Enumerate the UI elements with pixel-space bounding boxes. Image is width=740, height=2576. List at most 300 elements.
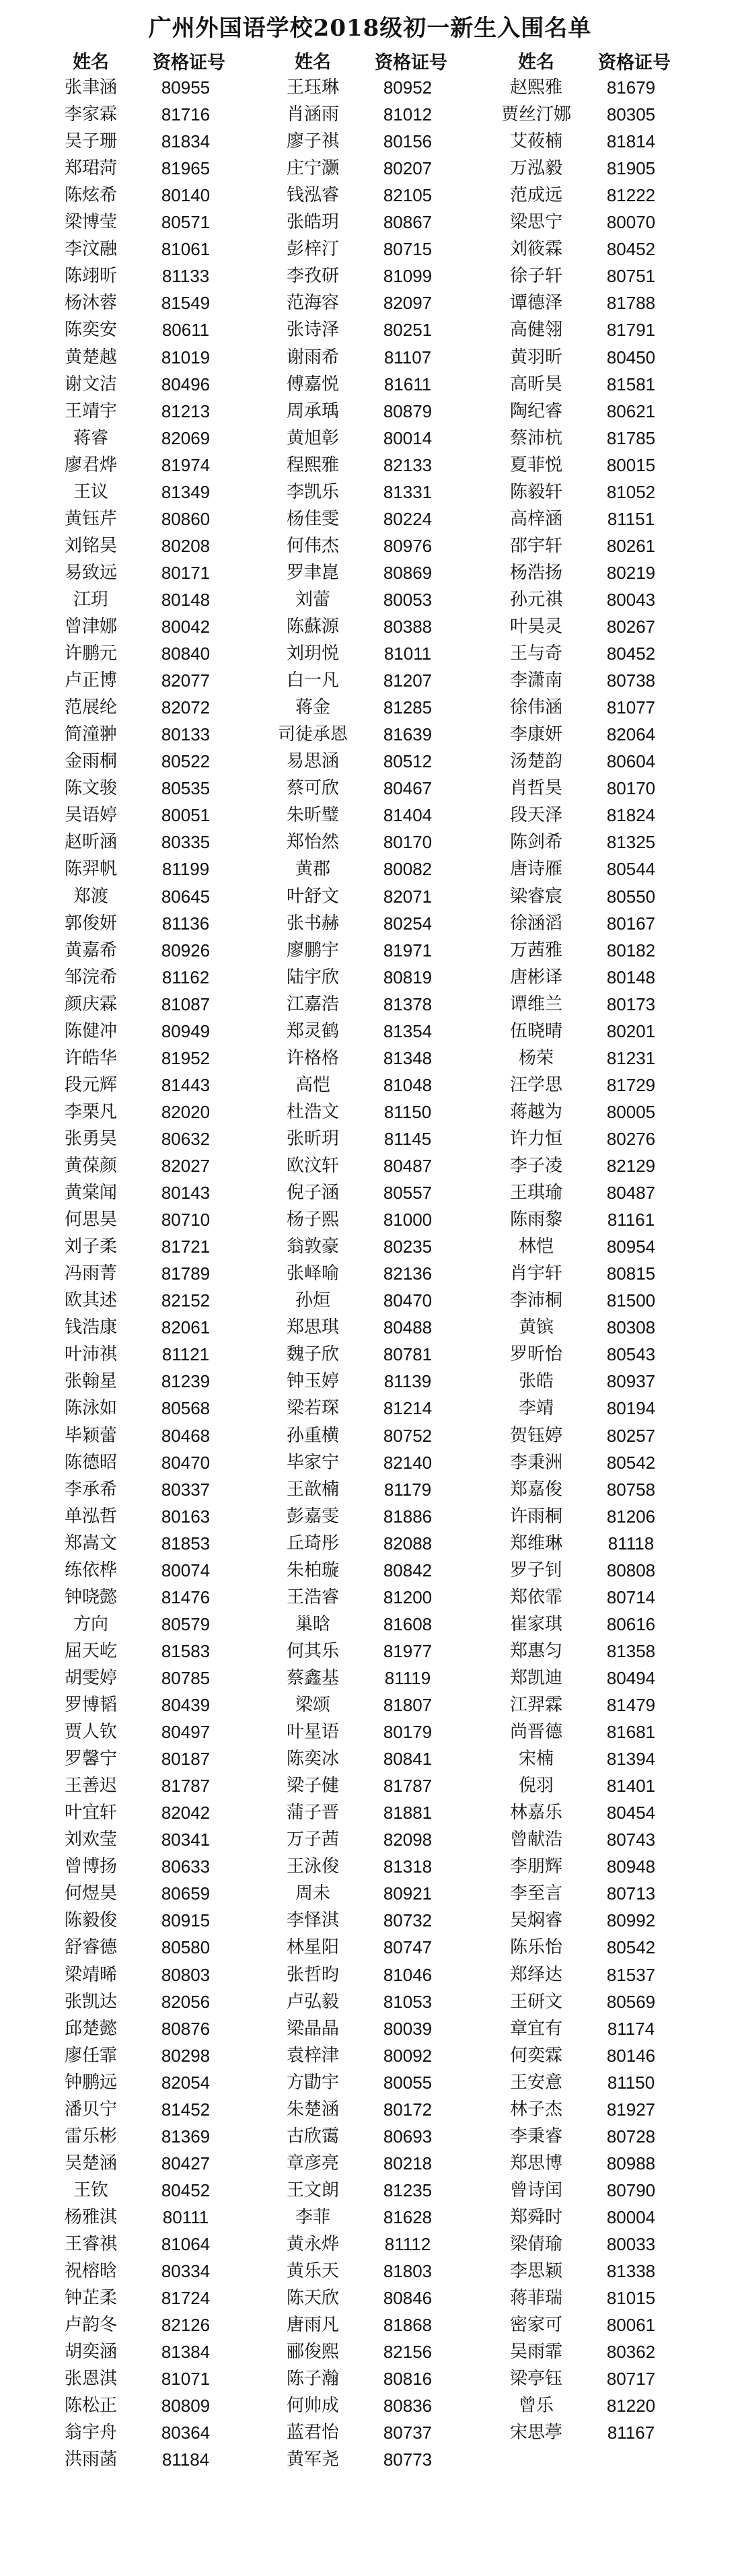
student-name: 王琪瑜 [509,1183,562,1204]
student-name: 高昕昊 [509,374,562,394]
student-name: 王靖宇 [64,401,117,421]
student-name: 李汶融 [64,239,117,260]
student-name: 黄葆颜 [64,1156,117,1176]
student-name: 金雨桐 [64,751,117,772]
qualification-number: 80738 [606,670,656,691]
qualification-number: 80743 [606,1830,656,1850]
qualification-number: 80860 [161,508,211,529]
student-name: 王泳俊 [286,1856,339,1877]
qualification-number: 80450 [606,347,656,368]
student-name: 邱楚懿 [64,2018,117,2039]
qualification-number: 81349 [161,481,211,502]
student-name: 梁博莹 [64,212,117,233]
qualification-number: 81077 [606,697,656,718]
student-name: 黄钰芹 [64,508,117,529]
student-name: 崔家琪 [509,1613,562,1634]
student-name: 段天泽 [509,805,562,826]
qualification-number: 81200 [383,1587,433,1607]
qualification-number: 80846 [383,2288,433,2309]
student-name: 黄永烨 [286,2234,339,2254]
qualification-number: 80732 [383,1910,433,1931]
qualification-number: 80182 [606,940,656,961]
qualification-number: 80715 [383,239,433,260]
student-name: 张哲昀 [286,1964,339,1985]
student-name: 梁思宁 [509,212,562,233]
student-name: 钱泓睿 [286,185,339,206]
qualification-number: 82061 [161,1317,211,1338]
qualification-number: 80061 [606,2315,656,2336]
student-name: 陈毅俊 [64,1910,117,1931]
student-name: 张书赫 [286,913,339,934]
student-name: 王与奇 [509,643,562,664]
qualification-number: 80452 [161,2180,211,2200]
qualification-number: 81369 [161,2126,211,2147]
qualification-number: 81325 [606,832,656,853]
student-name: 郑珺菏 [64,158,117,179]
student-name: 艾莜楠 [509,131,562,152]
student-name: 张恩淇 [64,2369,117,2390]
student-name: 刘欢莹 [64,1830,117,1850]
qualification-number: 81019 [161,347,211,368]
qualification-number: 80633 [161,1856,211,1877]
column-header-id: 资格证号 [153,53,225,73]
qualification-number: 80187 [161,1749,211,1770]
student-name: 翁敦豪 [286,1237,339,1257]
student-name: 卢韵冬 [64,2315,117,2336]
student-name: 梁晶晶 [286,2018,339,2039]
qualification-number: 81206 [606,1506,656,1527]
student-name: 王安意 [509,2072,562,2093]
student-name: 罗子钊 [509,1560,562,1580]
qualification-number: 80659 [161,1883,211,1904]
student-name: 雷乐彬 [64,2126,117,2147]
qualification-number: 80785 [161,1667,211,1688]
student-name: 郑惠匀 [509,1640,562,1661]
student-name: 唐彬译 [509,967,562,987]
student-name: 林星阳 [286,1937,339,1958]
student-name: 陈德昭 [64,1452,117,1473]
qualification-number: 81087 [161,994,211,1014]
student-name: 廖鹏宇 [286,940,339,961]
student-name: 毕颖蕾 [64,1425,117,1446]
qualification-number: 80173 [606,994,656,1014]
qualification-number: 81789 [161,1263,211,1284]
student-name: 徐伟涵 [509,697,562,718]
student-name: 许力恒 [509,1128,562,1149]
student-name: 钱浩康 [64,1317,117,1338]
qualification-number: 81404 [383,805,433,826]
student-name: 陈剑希 [509,832,562,853]
qualification-number: 80439 [161,1695,211,1715]
qualification-number: 82064 [606,724,656,745]
student-name: 古欣霭 [286,2126,339,2147]
qualification-number: 80693 [383,2126,433,2147]
student-name: 彭梓汀 [286,239,339,260]
qualification-number: 81099 [383,266,433,287]
qualification-number: 81107 [383,347,432,368]
student-name: 巢晗 [295,1613,330,1634]
column-header-name: 姓名 [518,52,554,73]
student-name: 李凯乐 [286,481,339,502]
student-name: 庄宁灏 [286,158,339,179]
qualification-number: 81214 [383,1398,433,1419]
student-name: 王歆楠 [286,1479,339,1500]
student-name: 郑绎达 [509,1964,562,1985]
student-name: 陈翊昕 [64,266,117,287]
student-name: 倪羽 [518,1776,554,1797]
qualification-number: 80470 [161,1452,211,1473]
qualification-number: 81053 [383,1991,433,2012]
student-name: 罗馨宁 [64,1749,117,1770]
qualification-number: 80790 [606,2180,656,2200]
qualification-number: 81724 [161,2288,211,2309]
student-name: 钟芷柔 [64,2288,117,2309]
qualification-number: 82126 [161,2315,211,2336]
qualification-number: 81785 [606,427,656,448]
student-name: 陈奕安 [64,320,117,341]
student-name: 李栗凡 [64,1101,117,1122]
qualification-number: 80915 [161,1910,211,1931]
qualification-number: 80082 [383,859,433,880]
student-name: 陈雨黎 [509,1210,562,1230]
qualification-number: 80714 [606,1587,656,1607]
qualification-number: 81338 [606,2261,656,2282]
student-name: 黄羽昕 [509,347,562,368]
qualification-number: 81807 [383,1695,433,1715]
qualification-number: 80170 [383,832,433,853]
qualification-number: 80937 [606,1371,656,1392]
student-name: 谭维兰 [509,994,562,1014]
student-name: 曾乐 [518,2396,554,2416]
qualification-number: 80992 [606,1910,656,1931]
qualification-number: 81064 [161,2234,211,2254]
qualification-number: 80092 [383,2045,433,2066]
qualification-number: 80276 [606,1128,656,1149]
student-name: 廖任霏 [64,2045,117,2066]
student-name: 蓝君怡 [286,2423,339,2443]
qualification-number: 82072 [161,697,211,718]
qualification-number: 80341 [161,1830,211,1850]
student-name: 白一凡 [286,670,339,691]
student-name: 许格格 [286,1047,339,1068]
student-name: 何帅成 [286,2396,339,2416]
student-name: 颜庆霖 [64,994,117,1014]
student-name: 郑舜时 [509,2206,562,2227]
qualification-number: 81015 [606,2288,656,2309]
qualification-number: 81716 [161,104,211,125]
student-name: 陶纪睿 [509,401,562,421]
student-name: 杨荣 [518,1047,554,1068]
student-name: 梁颂 [295,1695,330,1715]
qualification-number: 80261 [606,535,656,556]
student-name: 刘蕾 [295,589,330,610]
student-name: 陈蘇源 [286,617,339,637]
student-name: 黄楚越 [64,347,117,368]
student-name: 梁亭钰 [509,2369,562,2390]
student-name: 倪子涵 [286,1183,339,1204]
student-name: 陆宇欣 [286,967,339,987]
qualification-number: 81721 [161,1237,211,1257]
student-name: 万泓毅 [509,158,562,179]
document-title: 广州外国语学校2018级初一新生入围名单 [148,15,592,42]
qualification-number: 82156 [383,2342,433,2363]
student-name: 朱柏璇 [286,1560,339,1580]
student-name: 郑思琪 [286,1317,339,1338]
qualification-number: 81787 [161,1776,211,1797]
qualification-number: 80251 [383,320,433,341]
qualification-number: 80494 [606,1667,656,1688]
student-name: 梁倩瑜 [509,2234,562,2254]
student-name: 冯雨菁 [64,1263,117,1284]
student-name: 李怿淇 [286,1910,339,1931]
student-name: 张聿涵 [64,77,117,98]
student-name: 黄镔 [518,1317,554,1338]
qualification-number: 80163 [161,1506,211,1527]
qualification-number: 82097 [383,293,433,314]
qualification-number: 81394 [606,1749,656,1770]
student-name: 刘筱霖 [509,239,562,260]
student-name: 朱楚涵 [286,2099,339,2120]
qualification-number: 82056 [161,1991,211,2012]
student-name: 李子凌 [509,1156,562,1176]
student-name: 汪学思 [509,1074,562,1095]
qualification-number: 81136 [161,913,210,934]
student-name: 蒋睿 [73,427,108,448]
qualification-number: 80867 [383,212,433,233]
student-name: 屈天屹 [64,1640,117,1661]
qualification-number: 81121 [161,1344,210,1365]
student-name: 张皓 [518,1371,554,1392]
qualification-number: 80267 [606,617,656,637]
qualification-number: 80074 [161,1560,211,1580]
student-name: 陈文骏 [64,778,117,799]
student-name: 吴焖睿 [509,1910,562,1931]
qualification-number: 80033 [606,2234,656,2254]
student-name: 郑灵鹤 [286,1020,339,1041]
student-name: 林子杰 [509,2099,562,2120]
qualification-number: 81118 [607,1533,655,1554]
student-name: 梁靖晞 [64,1964,117,1985]
student-name: 密家可 [509,2315,562,2336]
student-name: 何伟杰 [286,535,339,556]
qualification-number: 80569 [606,1991,656,2012]
qualification-number: 81231 [606,1047,656,1068]
qualification-number: 81886 [383,1506,433,1527]
qualification-number: 81162 [161,967,210,987]
qualification-number: 81161 [607,1210,655,1230]
qualification-number: 80172 [383,2099,433,2120]
qualification-number: 80335 [161,832,211,853]
qualification-number: 81354 [383,1020,433,1041]
student-name: 宋思葶 [509,2423,562,2443]
student-name: 李沛桐 [509,1290,562,1311]
student-name: 程熙雅 [286,454,339,475]
qualification-number: 80758 [606,1479,656,1500]
student-name: 江玥 [73,589,108,610]
student-name: 翁宇舟 [64,2423,117,2443]
student-name: 郑嘉俊 [509,1479,562,1500]
student-name: 胡奕涵 [64,2342,117,2363]
student-name: 舒睿德 [64,1937,117,1958]
student-name: 徐涵滔 [509,913,562,934]
qualification-number: 81207 [383,670,433,691]
qualification-number: 82020 [161,1101,211,1122]
student-name: 罗聿崑 [286,562,339,583]
student-name: 何煜昊 [64,1883,117,1904]
student-name: 曾博扬 [64,1856,117,1877]
qualification-number: 81788 [606,293,656,314]
qualification-number: 81150 [607,2072,655,2093]
qualification-number: 80542 [606,1452,656,1473]
qualification-number: 81318 [383,1856,433,1877]
qualification-number: 80976 [383,535,433,556]
student-name: 贾丝汀娜 [501,104,571,125]
student-name: 李潇南 [509,670,562,691]
qualification-number: 80544 [606,859,656,880]
student-name: 李孜研 [286,266,339,287]
student-name: 黄军尧 [286,2449,339,2470]
qualification-number: 80133 [161,724,211,745]
qualification-number: 80710 [161,1210,211,1230]
student-name: 范海容 [286,293,339,314]
qualification-number: 80207 [383,158,433,179]
student-name: 郑嵩文 [64,1533,117,1554]
qualification-number: 80752 [383,1425,433,1446]
qualification-number: 80557 [383,1183,433,1204]
qualification-number: 80308 [606,1317,656,1338]
student-name: 张勇昊 [64,1128,117,1149]
qualification-number: 81479 [606,1695,656,1715]
qualification-number: 81358 [606,1640,656,1661]
qualification-number: 80512 [383,751,433,772]
qualification-number: 80468 [161,1425,211,1446]
student-name: 高梓涵 [509,508,562,529]
qualification-number: 81905 [606,158,656,179]
qualification-number: 82140 [383,1452,433,1473]
qualification-number: 81681 [606,1722,656,1743]
qualification-number: 80167 [606,913,656,934]
student-name: 王浩睿 [286,1587,339,1607]
qualification-number: 80235 [383,1237,433,1257]
student-name: 陈炫希 [64,185,117,206]
student-name: 卢弘毅 [286,1991,339,2012]
student-name: 王文朗 [286,2180,339,2200]
student-name: 张昕玥 [286,1128,339,1149]
student-name: 蔡可欣 [286,778,339,799]
qualification-number: 80218 [383,2153,433,2173]
student-name: 黄棠闻 [64,1183,117,1204]
qualification-number: 81537 [606,1964,656,1985]
student-name: 何其乐 [286,1640,339,1661]
student-name: 欧其述 [64,1290,117,1311]
qualification-number: 80140 [161,185,211,206]
student-name: 吴楚涵 [64,2153,117,2173]
student-name: 吴子珊 [64,131,117,152]
student-name: 陈奕冰 [286,1749,339,1770]
qualification-number: 80257 [606,1425,656,1446]
qualification-number: 82136 [383,1263,433,1284]
student-name: 赵熙雅 [509,77,562,98]
student-name: 郭俊妍 [64,913,117,934]
student-name: 黄郡 [295,859,330,880]
student-name: 刘子柔 [64,1237,117,1257]
qualification-number: 80298 [161,2045,211,2066]
student-name: 叶宜轩 [64,1803,117,1823]
qualification-number: 80808 [606,1560,656,1580]
qualification-number: 80954 [606,1237,656,1257]
qualification-number: 81628 [383,2206,433,2227]
student-name: 易致远 [64,562,117,583]
student-name: 吴雨霏 [509,2342,562,2363]
student-name: 谢文洁 [64,374,117,394]
qualification-number: 80156 [383,131,433,152]
student-name: 刘铭昊 [64,535,117,556]
qualification-number: 80055 [383,2072,433,2093]
qualification-number: 80879 [383,401,433,421]
qualification-number: 81443 [161,1074,211,1095]
student-name: 万茜雅 [509,940,562,961]
qualification-number: 80497 [161,1722,211,1743]
student-name: 曾献浩 [509,1830,562,1850]
qualification-number: 81500 [606,1290,656,1311]
student-name: 夏菲悦 [509,454,562,475]
student-name: 徐子轩 [509,266,562,287]
qualification-number: 80452 [606,239,656,260]
qualification-number: 81729 [606,1074,656,1095]
student-name: 林嘉乐 [509,1803,562,1823]
student-name: 刘玥悦 [286,643,339,664]
qualification-number: 81853 [161,1533,211,1554]
qualification-number: 80305 [606,104,656,125]
student-name: 梁子健 [286,1776,339,1797]
qualification-number: 80042 [161,617,211,637]
student-name: 祝榕晗 [64,2261,117,2282]
student-name: 肖宇轩 [509,1263,562,1284]
qualification-number: 80535 [161,778,211,799]
qualification-number: 81834 [161,131,211,152]
qualification-number: 80004 [606,2206,656,2227]
qualification-number: 80224 [383,508,433,529]
student-name: 章彦亮 [286,2153,339,2173]
qualification-number: 81971 [383,940,433,961]
student-name: 蒲子晋 [286,1803,339,1823]
student-name: 邵宇轩 [509,535,562,556]
qualification-number: 80948 [606,1856,656,1877]
qualification-number: 82027 [161,1156,211,1176]
student-name: 李秉睿 [509,2126,562,2147]
qualification-number: 80616 [606,1613,656,1634]
qualification-number: 80337 [161,1479,211,1500]
student-name: 方向 [73,1613,108,1634]
qualification-number: 81220 [606,2396,656,2416]
column-header-id: 资格证号 [598,53,671,73]
qualification-number: 80921 [383,1883,433,1904]
student-name: 郑维琳 [509,1533,562,1554]
qualification-number: 81965 [161,158,211,179]
student-name: 李秉洲 [509,1452,562,1473]
student-name: 贺钰婷 [509,1425,562,1446]
qualification-number: 80364 [161,2423,211,2443]
qualification-number: 80148 [606,967,656,987]
student-name: 谭德泽 [509,293,562,314]
qualification-number: 80747 [383,1937,433,1958]
student-name: 蔡鑫基 [286,1667,339,1688]
qualification-number: 81139 [383,1371,432,1392]
student-name: 王善迟 [64,1776,117,1797]
qualification-number: 81167 [607,2423,655,2443]
qualification-number: 81952 [161,1047,211,1068]
student-name: 伍晓晴 [509,1020,562,1041]
